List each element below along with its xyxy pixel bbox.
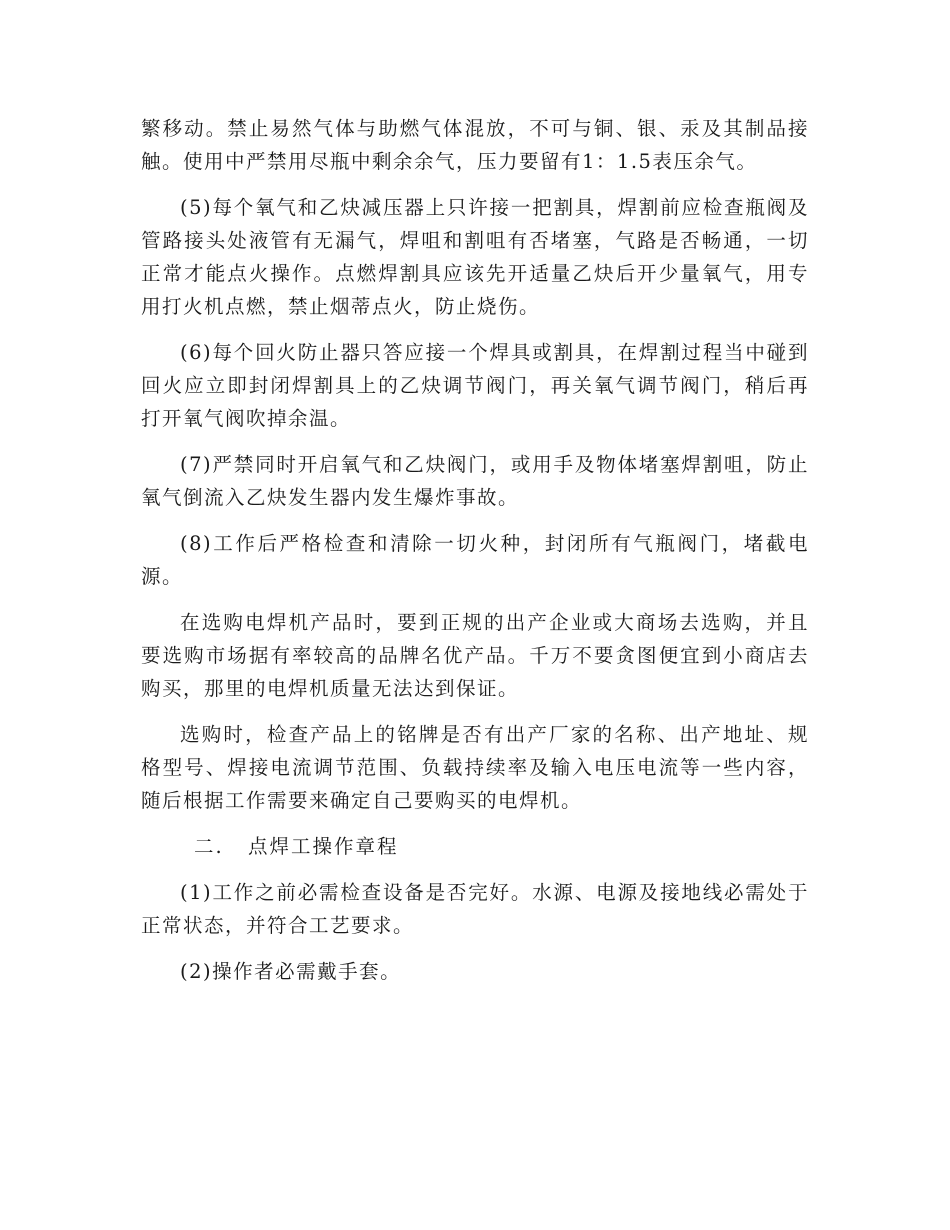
section-heading — [141, 830, 809, 863]
section-heading-number: 二. — [194, 835, 224, 858]
paragraph-purchase-advice: 在选购电焊机产品时，要到正规的出产企业或大商场去选购，并且要选购市场据有率较高的品牌名优产品。千万不要贪图便宜到小商店去购买，那里的电焊机质量无法达到保证。 — [141, 611, 809, 700]
paragraph-nameplate-check: 选购时，检查产品上的铭牌是否有出产厂家的名称、出产地址、规格型号、焊接电流调节范围、负载持续率及输入电压电流等一些内容，随后根据工作需要来确定自己要购买的电焊机。 — [141, 723, 809, 812]
paragraph-item-8: (8)工作后严格检查和清除一切火种，封闭所有气瓶阀门，堵截电源。 — [141, 532, 809, 588]
paragraph-item-5: (5)每个氧气和乙炔减压器上只许接一把割具，焊割前应检查瓶阀及管路接头处液管有无漏气，焊咀和割咀有否堵塞，气路是否畅通，一切正常才能点火操作。点燃焊割具应该先开适量乙炔后开少量氧气，用专用打火机点燃，禁止烟蒂点火，防止烧伤。 — [141, 196, 809, 318]
paragraph-continuation: 繁移动。禁止易然气体与助燃气体混放，不可与铜、银、汞及其制品接触。使用中严禁用尽瓶中剩余余气，压力要留有1：1.5表压余气。 — [141, 117, 809, 173]
document-body — [141, 112, 809, 1001]
paragraph-spot-weld-item-2: (2)操作者必需戴手套。 — [180, 960, 402, 983]
section-heading-title: 点焊工操作章程 — [248, 835, 399, 858]
paragraph-item-7: (7)严禁同时开启氧气和乙炔阀门，或用手及物体堵塞焊割咀，防止氧气倒流入乙炔发生器内发生爆炸事故。 — [141, 453, 809, 509]
paragraph-spot-weld-item-1: (1)工作之前必需检查设备是否完好。水源、电源及接地线必需处于正常状态，并符合工艺要求。 — [141, 881, 809, 937]
paragraph-item-6: (6)每个回火防止器只答应接一个焊具或割具，在焊割过程当中碰到回火应立即封闭焊割具上的乙炔调节阀门，再关氧气调节阀门，稍后再打开氧气阀吹掉余温。 — [141, 341, 809, 430]
